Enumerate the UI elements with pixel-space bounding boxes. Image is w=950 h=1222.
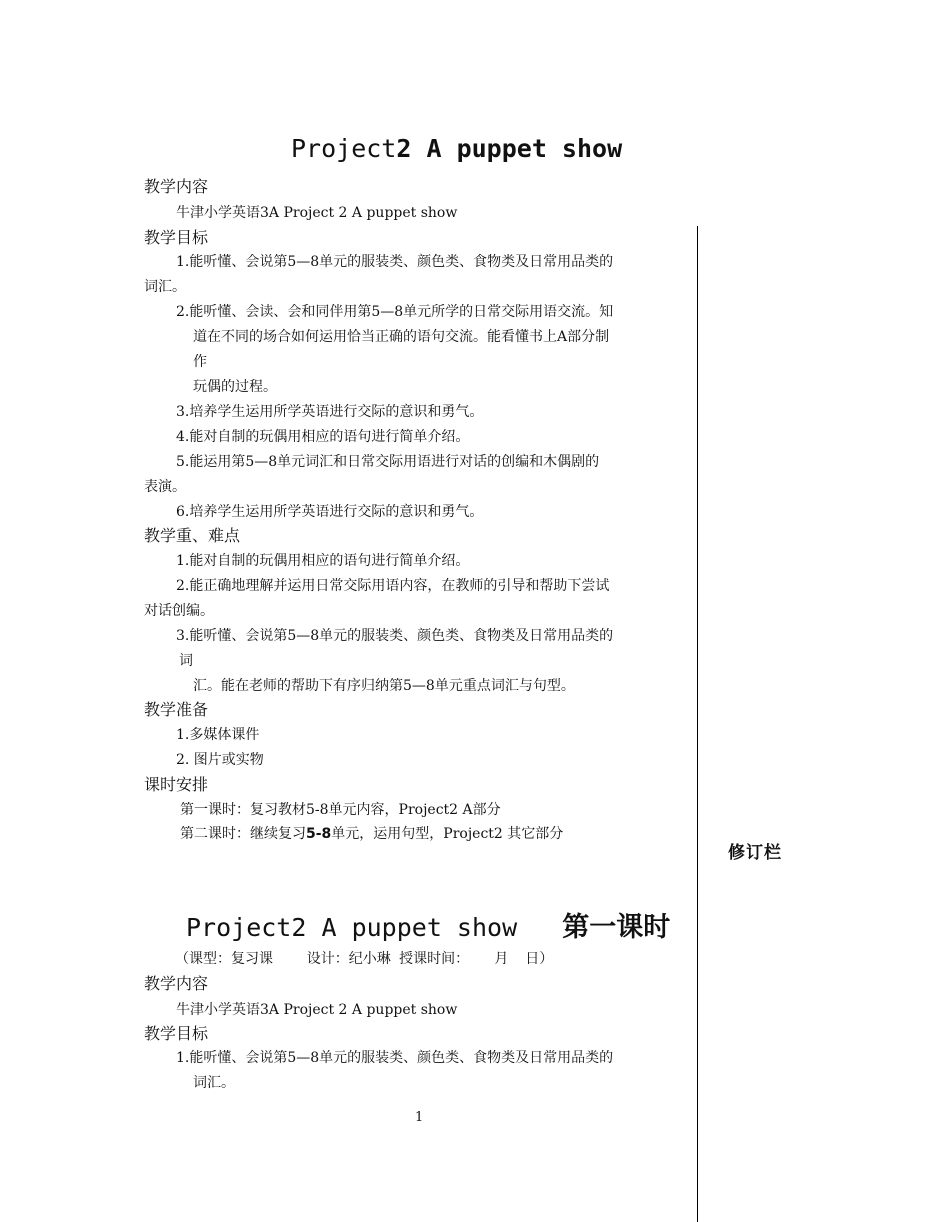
goal-line: 2.能听懂、会读、会和同伴用第5—8单元所学的日常交际用语交流。知 bbox=[176, 304, 614, 320]
key-point-line: 汇。能在老师的帮助下有序归纳第5—8单元重点词汇与句型。 bbox=[193, 678, 575, 694]
section-heading-content: 教学内容 bbox=[144, 177, 209, 196]
lesson-meta: （课型：复习课 设计：纪小琳 授课时间： 月 日） bbox=[175, 951, 554, 967]
content-text: 牛津小学英语3A Project 2 A puppet show bbox=[176, 205, 458, 221]
goal-line: 1.能听懂、会说第5—8单元的服装类、颜色类、食物类及日常用品类的 bbox=[176, 1050, 614, 1066]
goal-line: 玩偶的过程。 bbox=[193, 379, 277, 395]
goal-line: 5.能运用第5—8单元词汇和日常交际用语进行对话的创编和木偶剧的 bbox=[176, 454, 600, 470]
schedule-text: 第二课时：继续复习 bbox=[180, 826, 306, 842]
lesson-title-text: Project2 A puppet show bbox=[186, 913, 518, 942]
goal-line: 道在不同的场合如何运用恰当正确的语句交流。能看懂书上A部分制 bbox=[193, 329, 610, 345]
section-heading-key-points: 教学重、难点 bbox=[144, 526, 241, 545]
schedule-line: 第一课时：复习教材5-8单元内容，Project2 A部分 bbox=[180, 802, 501, 818]
key-point-line: 3.能听懂、会说第5—8单元的服装类、颜色类、食物类及日常用品类的 bbox=[176, 628, 614, 644]
goal-line: 1.能听懂、会说第5—8单元的服装类、颜色类、食物类及日常用品类的 bbox=[176, 254, 614, 270]
lesson-title bbox=[186, 905, 670, 944]
key-point-line: 2.能正确地理解并运用日常交际用语内容，在教师的引导和帮助下尝试 bbox=[176, 578, 610, 594]
title-part-b: 2 A puppet show bbox=[396, 134, 623, 163]
schedule-line bbox=[180, 824, 563, 844]
section-heading-goals-2: 教学目标 bbox=[144, 1024, 209, 1043]
document-title bbox=[291, 134, 622, 163]
revision-column-divider bbox=[697, 226, 698, 1222]
lesson-period: 第一课时 bbox=[562, 912, 671, 943]
schedule-text: 单元，运用句型，Project2 其它部分 bbox=[331, 826, 564, 842]
section-heading-content-2: 教学内容 bbox=[144, 974, 209, 993]
goal-line: 表演。 bbox=[144, 479, 186, 495]
page-number: 1 bbox=[415, 1110, 424, 1125]
title-part-a: Project bbox=[291, 134, 397, 163]
goal-line: 作 bbox=[193, 354, 207, 370]
goal-line: 词汇。 bbox=[193, 1075, 235, 1091]
section-heading-goals: 教学目标 bbox=[144, 228, 209, 247]
key-point-line: 对话创编。 bbox=[144, 603, 214, 619]
section-heading-schedule: 课时安排 bbox=[144, 775, 209, 794]
goal-line: 6.培养学生运用所学英语进行交际的意识和勇气。 bbox=[176, 504, 484, 520]
schedule-units: 5-8 bbox=[306, 826, 332, 842]
key-point-line: 词 bbox=[179, 653, 193, 669]
preparation-line: 1.多媒体课件 bbox=[176, 727, 260, 743]
key-point-line: 1.能对自制的玩偶用相应的语句进行简单介绍。 bbox=[176, 553, 470, 569]
section-heading-preparation: 教学准备 bbox=[144, 700, 209, 719]
preparation-line: 2. 图片或实物 bbox=[176, 752, 264, 768]
content-text-2: 牛津小学英语3A Project 2 A puppet show bbox=[176, 1002, 458, 1018]
goal-line: 词汇。 bbox=[144, 279, 186, 295]
revision-column-label: 修订栏 bbox=[728, 843, 782, 863]
goal-line: 4.能对自制的玩偶用相应的语句进行简单介绍。 bbox=[176, 429, 470, 445]
goal-line: 3.培养学生运用所学英语进行交际的意识和勇气。 bbox=[176, 404, 484, 420]
